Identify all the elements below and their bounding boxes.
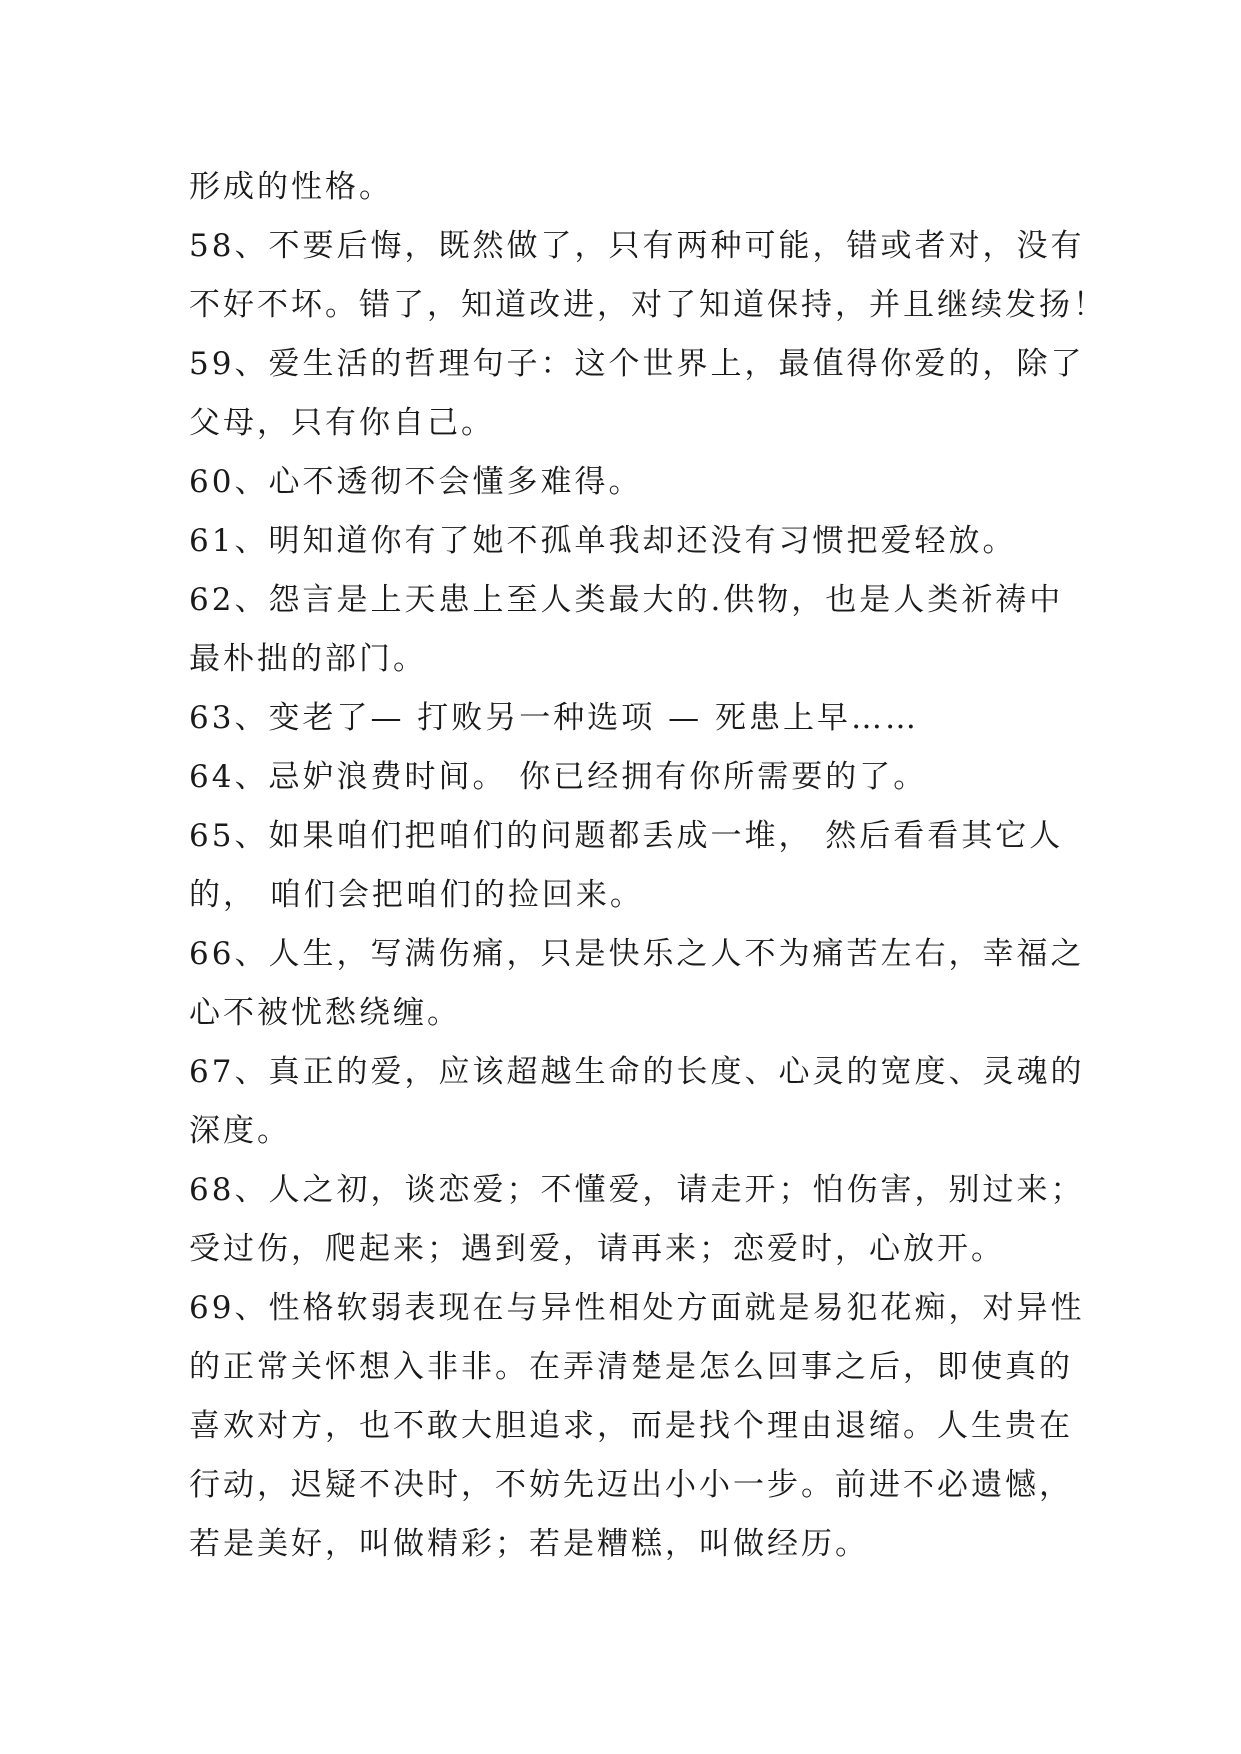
text-line: 不好不坏。错了，知道改进，对了知道保持，并且继续发扬！ xyxy=(189,287,1107,323)
text-line: 68、人之初，谈恋爱；不懂爱，请走开；怕伤害，别过来； xyxy=(189,1172,1085,1208)
text-line: 的正常关怀想入非非。在弄清楚是怎么回事之后，即使真的 xyxy=(189,1349,1073,1385)
text-line: 形成的性格。 xyxy=(189,169,393,205)
text-line: 若是美好，叫做精彩；若是糟糕，叫做经历。 xyxy=(189,1526,869,1562)
text-line: 行动，迟疑不决时，不妨先迈出小小一步。前进不必遗憾， xyxy=(189,1467,1073,1503)
text-line: 62、怨言是上天患上至人类最大的.供物，也是人类祈祷中 xyxy=(189,582,1064,618)
text-line: 65、如果咱们把咱们的问题都丢成一堆， 然后看看其它人 xyxy=(189,818,1064,854)
text-line: 最朴拙的部门。 xyxy=(189,641,427,677)
document-body xyxy=(189,158,1107,1574)
text-line: 60、心不透彻不会懂多难得。 xyxy=(189,464,643,500)
text-line: 心不被忧愁绕缠。 xyxy=(189,995,461,1031)
text-line: 深度。 xyxy=(189,1113,291,1149)
text-line: 67、真正的爱，应该超越生命的长度、心灵的宽度、灵魂的 xyxy=(189,1054,1085,1090)
text-line: 61、明知道你有了她不孤单我却还没有习惯把爱轻放。 xyxy=(189,523,1017,559)
text-line: 受过伤，爬起来；遇到爱，请再来；恋爱时，心放开。 xyxy=(189,1231,1005,1267)
text-line: 64、忌妒浪费时间。 你已经拥有你所需要的了。 xyxy=(189,759,928,795)
text-line: 喜欢对方，也不敢大胆追求，而是找个理由退缩。人生贵在 xyxy=(189,1408,1073,1444)
text-line: 66、人生，写满伤痛，只是快乐之人不为痛苦左右，幸福之 xyxy=(189,936,1085,972)
text-line: 58、不要后悔，既然做了，只有两种可能，错或者对，没有 xyxy=(189,228,1085,264)
text-line: 59、爱生活的哲理句子：这个世界上，最值得你爱的，除了 xyxy=(189,346,1085,382)
text-line: 63、变老了— 打败另一种选项 — 死患上早…… xyxy=(189,700,920,736)
text-line: 69、性格软弱表现在与异性相处方面就是易犯花痴，对异性 xyxy=(189,1290,1085,1326)
text-line: 父母，只有你自己。 xyxy=(189,405,495,441)
text-line: 的， 咱们会把咱们的捡回来。 xyxy=(189,877,644,913)
